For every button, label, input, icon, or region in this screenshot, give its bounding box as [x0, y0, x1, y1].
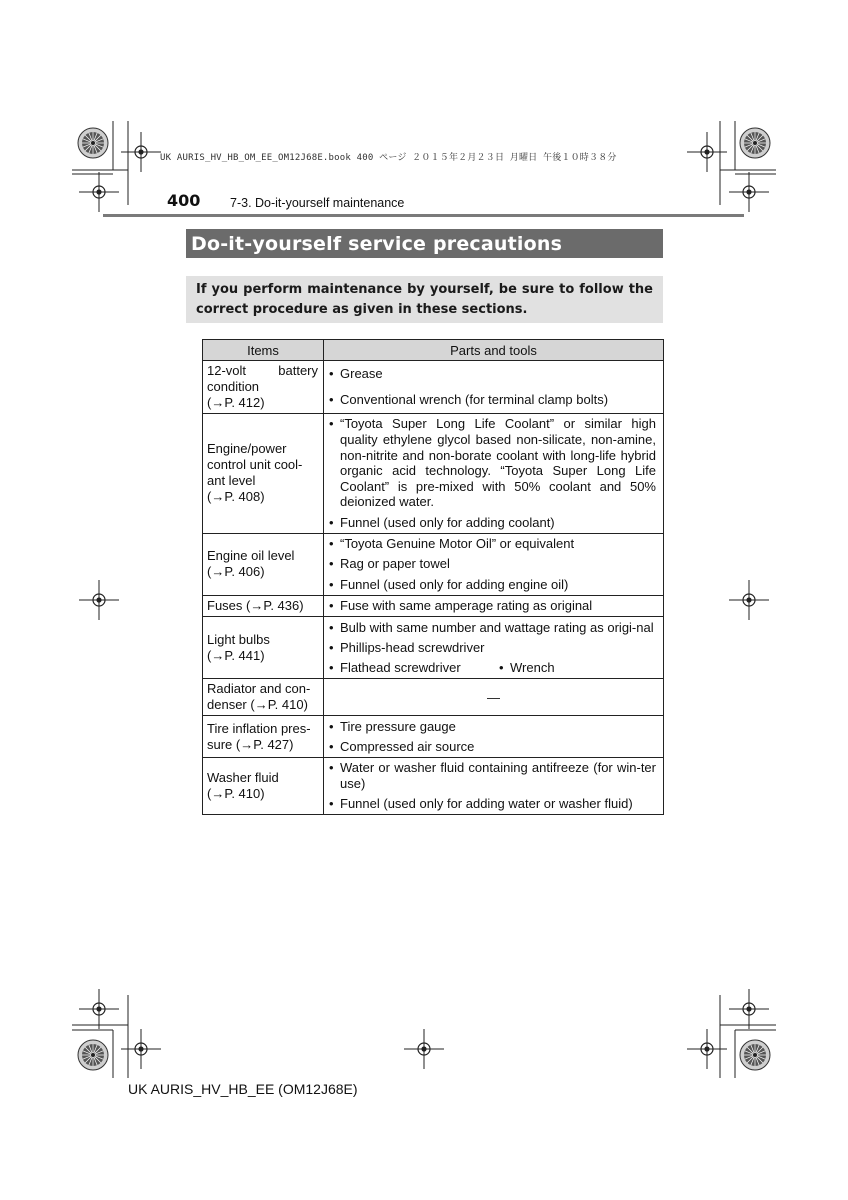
item-name: Light bulbs	[207, 631, 270, 647]
item-cell	[203, 533, 324, 595]
item-ref: (→P. 406)	[207, 564, 265, 580]
parts-table-wrap	[202, 339, 663, 815]
item-cell	[203, 679, 324, 716]
list-item: • Conventional wrench (for terminal clamp bolts)	[328, 390, 656, 410]
item-name: Washer fluid	[207, 770, 279, 786]
section-label: 7-3. Do-it-yourself maintenance	[230, 196, 405, 210]
intro-text: If you perform maintenance by yourself, be sure to follow the correct procedure as given in these sections.	[196, 282, 653, 317]
intro-box	[186, 276, 663, 323]
table-row	[203, 595, 664, 616]
list-item: • Tire pressure gauge	[328, 716, 656, 736]
column-header-parts: Parts and tools	[324, 340, 664, 361]
item-cell	[203, 716, 324, 758]
item-ref: (→P. 408)	[207, 489, 265, 505]
parts-table	[202, 339, 664, 815]
item-ref: (→P. 441)	[207, 647, 265, 663]
title-bar	[186, 229, 663, 258]
table-row	[203, 679, 664, 716]
item-cell	[203, 595, 324, 616]
file-header: UK AURIS_HV_HB_OM_EE_OM12J68E.book 400 ページ ２０１５年２月２３日 月曜日 午後１０時３８分	[160, 153, 617, 163]
header-rule	[103, 214, 744, 217]
parts-cell-empty: —	[324, 679, 664, 716]
item-name: Engine/power control unit cool-ant level	[207, 441, 303, 489]
parts-cell	[324, 716, 664, 758]
item-cell	[203, 758, 324, 815]
table-row	[203, 617, 664, 679]
list-item: • Rag or paper towel	[328, 554, 656, 574]
parts-cell	[324, 414, 664, 534]
list-item: • Funnel (used only for adding water or washer fluid)	[328, 794, 656, 814]
list-item-text: • Wrench	[498, 660, 555, 676]
item-cell	[203, 617, 324, 679]
list-item: • Phillips-head screwdriver	[328, 638, 656, 658]
parts-cell	[324, 758, 664, 815]
table-header-row	[203, 340, 664, 361]
table-row	[203, 414, 664, 534]
table-row	[203, 716, 664, 758]
item-name: Radiator and con-denser (→P. 410)	[207, 681, 311, 713]
item-name: 12-volt battery condition	[207, 363, 318, 394]
page-number: 400	[167, 191, 201, 210]
list-item: • Grease	[328, 364, 656, 390]
table-row	[203, 361, 664, 414]
list-item: • Compressed air source	[328, 737, 656, 757]
table-row	[203, 758, 664, 815]
parts-cell	[324, 595, 664, 616]
list-item	[328, 658, 656, 678]
item-cell	[203, 361, 324, 414]
list-item-text: • Flathead screwdriver	[340, 660, 461, 676]
list-item: • Funnel (used only for adding engine oil)	[328, 574, 656, 594]
table-row	[203, 533, 664, 595]
item-ref: (→P. 412)	[207, 395, 265, 410]
parts-cell	[324, 361, 664, 414]
list-item: • Funnel (used only for adding coolant)	[328, 512, 656, 532]
item-name: Engine oil level	[207, 548, 295, 564]
parts-cell	[324, 533, 664, 595]
item-cell	[203, 414, 324, 534]
list-item: • Water or washer fluid containing antifreeze (for win-ter use)	[328, 758, 656, 794]
parts-cell	[324, 617, 664, 679]
footer-document-code: UK AURIS_HV_HB_EE (OM12J68E)	[128, 1081, 358, 1097]
item-ref: (→P. 410)	[207, 786, 265, 802]
item-name: Fuses (→P. 436)	[207, 598, 304, 614]
list-item: • “Toyota Genuine Motor Oil” or equivalent	[328, 534, 656, 554]
list-item: • Bulb with same number and wattage rating as origi-nal	[328, 617, 656, 637]
page-title: Do-it-yourself service precautions	[191, 232, 563, 255]
list-item: • “Toyota Super Long Life Coolant” or similar high quality ethylene glycol based non-silicate, non-amine, non-nitrite and non-borate coolant with long-life hybrid organic acid technology. “Toyota Super Long Life Coolant” is pre-mixed with 50% coolant and 50% deionized water.	[328, 414, 656, 512]
list-item: • Fuse with same amperage rating as original	[328, 596, 656, 616]
item-name: Tire inflation pres-sure (→P. 427)	[207, 720, 311, 752]
column-header-items: Items	[203, 340, 324, 361]
